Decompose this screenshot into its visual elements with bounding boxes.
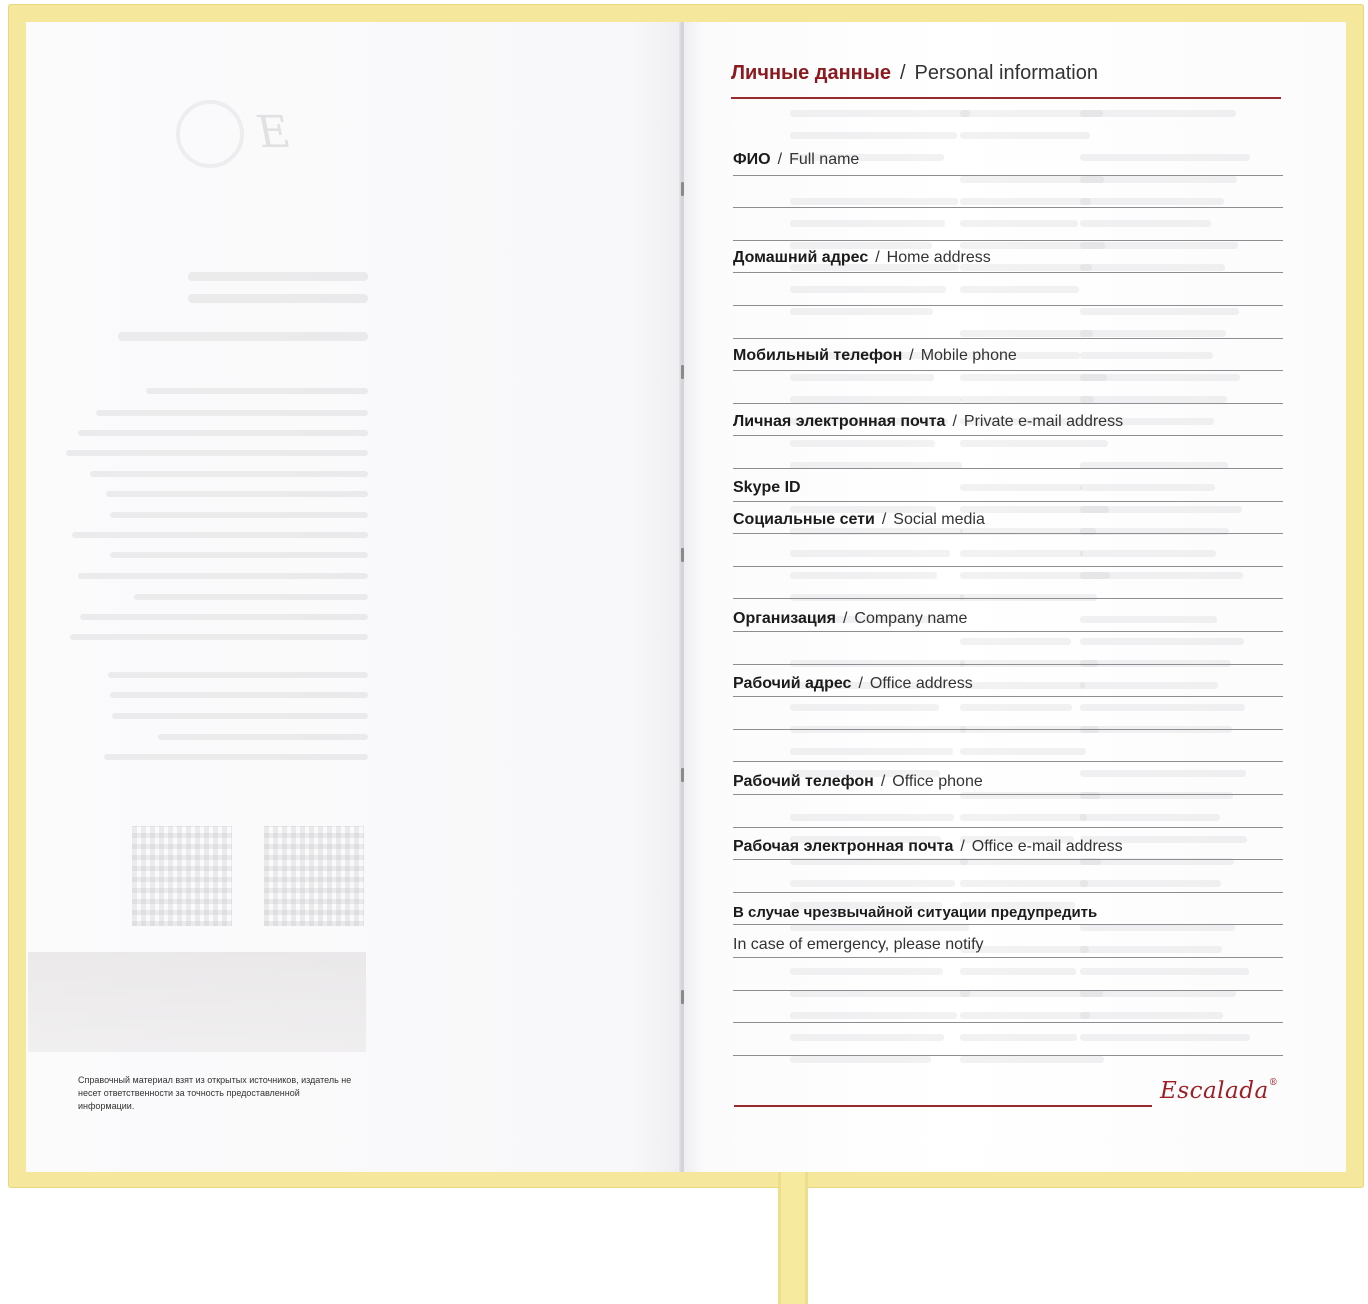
show-through-mark [1080, 330, 1226, 337]
field-emergency-contact: В случае чрезвычайной ситуации предупредить [733, 904, 1098, 921]
writing-line[interactable] [733, 664, 1283, 665]
show-through-mark [1080, 572, 1243, 579]
show-through-mark [1080, 154, 1250, 161]
show-through-mark [1080, 616, 1217, 623]
page-title-ru: Личные данные [731, 62, 891, 84]
show-through-mark [1080, 396, 1227, 403]
show-through-mark [960, 748, 1086, 755]
writing-line[interactable] [733, 305, 1283, 306]
show-through-line [108, 672, 368, 678]
show-through-mark [1080, 880, 1221, 887]
show-through-line [146, 388, 368, 394]
show-through-mark [790, 242, 932, 249]
show-through-mark [790, 880, 955, 887]
show-through-mark [960, 880, 1088, 887]
writing-line[interactable] [733, 957, 1283, 958]
show-through-line [158, 734, 368, 740]
show-through-mark [1080, 924, 1235, 931]
writing-line[interactable] [733, 240, 1283, 241]
bookmark-ribbon [778, 1168, 808, 1304]
show-through-mark [1080, 308, 1239, 315]
show-through-mark [960, 1056, 1104, 1063]
show-through-line [134, 594, 368, 600]
show-through-line [72, 532, 368, 538]
field-social-media: Социальные сети / Social media [733, 511, 985, 528]
show-through-line [90, 471, 368, 477]
show-through-mark [1080, 990, 1236, 997]
show-through-mark [790, 924, 969, 931]
show-through-mark [1080, 110, 1236, 117]
show-through-mark [960, 968, 1076, 975]
show-through-mark [1080, 484, 1215, 491]
field-skype-id: Skype ID [733, 479, 801, 496]
show-through-line [66, 450, 368, 456]
writing-line[interactable] [733, 990, 1283, 991]
show-through-line [110, 692, 368, 698]
show-through-mark [960, 330, 1093, 337]
writing-line[interactable] [733, 272, 1283, 273]
show-through-mark [790, 110, 970, 117]
field-mobile-phone: Мобильный телефон / Mobile phone [733, 347, 1017, 364]
writing-line[interactable] [733, 435, 1283, 436]
show-through-mark [1080, 1012, 1223, 1019]
field-emergency-contact-en: In case of emergency, please notify [733, 936, 984, 953]
show-through-mark [790, 374, 934, 381]
show-through-mark [1080, 242, 1238, 249]
show-through-line [110, 552, 368, 558]
show-through-mark [1080, 638, 1244, 645]
show-through-mark [960, 682, 1085, 689]
show-through-mark [790, 132, 957, 139]
writing-line[interactable] [733, 761, 1283, 762]
show-through-mark [960, 198, 1091, 205]
show-through-mark [960, 132, 1090, 139]
disclaimer-text: Справочный материал взят из открытых источников, издатель не несет ответственности за точность предоставленной информации. [78, 1075, 352, 1111]
show-through-mark [1080, 264, 1225, 271]
writing-line[interactable] [733, 892, 1283, 893]
show-through-image-band [28, 952, 366, 1052]
brand-logo: Escalada® [1160, 1078, 1279, 1104]
writing-line[interactable] [733, 794, 1283, 795]
writing-line[interactable] [733, 370, 1283, 371]
show-through-mark [790, 286, 946, 293]
field-full-name: ФИО / Full name [733, 151, 860, 168]
field-private-email: Личная электронная почта / Private e-mail address [733, 413, 1124, 430]
page-title-separator: / [899, 62, 906, 84]
field-home-address: Домашний адрес / Home address [733, 249, 991, 266]
title-underline [731, 97, 1281, 99]
show-through-mark [1080, 198, 1224, 205]
show-through-mark [1080, 352, 1213, 359]
show-through-mark [960, 396, 1094, 403]
show-through-line [70, 634, 368, 640]
show-through-line [78, 573, 368, 579]
page-title [731, 62, 1098, 85]
show-through-line [188, 294, 368, 303]
show-through-mark [1080, 220, 1211, 227]
show-through-mark [960, 1012, 1090, 1019]
show-through-line [78, 430, 368, 436]
writing-line[interactable] [733, 403, 1283, 404]
field-office-phone: Рабочий телефон / Office phone [733, 773, 983, 790]
show-through-mark [790, 1034, 944, 1041]
show-through-mark [960, 704, 1072, 711]
show-through-line [80, 614, 368, 620]
show-through-line [104, 754, 368, 760]
writing-line[interactable] [733, 1055, 1283, 1056]
show-through-line [110, 512, 368, 518]
show-through-mark [1080, 704, 1245, 711]
show-through-mark [1080, 770, 1246, 777]
show-through-mark [790, 1056, 931, 1063]
show-through-mark [790, 814, 954, 821]
show-through-mark [960, 638, 1071, 645]
show-through-mark [790, 198, 958, 205]
show-through-mark [790, 220, 945, 227]
show-through-mark [960, 1034, 1077, 1041]
show-through-logo: Ǝ [255, 107, 289, 158]
writing-line[interactable] [733, 924, 1283, 925]
writing-line[interactable] [733, 631, 1283, 632]
show-through-mark [1080, 176, 1237, 183]
footer-rule [734, 1105, 1152, 1107]
show-through-line [188, 272, 368, 281]
show-through-mark [790, 440, 935, 447]
show-through-mark [1080, 946, 1222, 953]
show-through-mark [1080, 682, 1218, 689]
show-through-mark [790, 748, 953, 755]
show-through-mark [960, 440, 1108, 447]
writing-line[interactable] [733, 533, 1283, 534]
writing-line[interactable] [733, 696, 1283, 697]
writing-line[interactable] [733, 827, 1283, 828]
field-office-address: Рабочий адрес / Office address [733, 675, 973, 692]
show-through-line [118, 332, 368, 341]
writing-line[interactable] [733, 175, 1283, 176]
show-through-mark [960, 220, 1078, 227]
field-company-name: Организация / Company name [733, 610, 968, 627]
writing-line[interactable] [733, 207, 1283, 208]
show-through-line [96, 410, 368, 416]
show-through-year: ⠀ [232, 184, 282, 259]
show-through-mark [1080, 506, 1242, 513]
writing-line[interactable] [733, 1022, 1283, 1023]
show-through-mark [790, 396, 961, 403]
show-through-mark [790, 308, 933, 315]
field-office-email: Рабочая электронная почта / Office e-mail address [733, 838, 1123, 855]
show-through-mark [960, 286, 1079, 293]
show-through-mark [960, 484, 1082, 491]
page-title-en: Personal information [914, 62, 1098, 84]
show-through-mark [1080, 550, 1216, 557]
writing-line[interactable] [733, 501, 1283, 502]
show-through-mark [790, 572, 937, 579]
show-through-mark [790, 1012, 957, 1019]
writing-line[interactable] [733, 338, 1283, 339]
show-through-qr-code [264, 826, 364, 926]
show-through-line [106, 491, 368, 497]
show-through-mark [790, 990, 970, 997]
show-through-mark [1080, 1034, 1250, 1041]
show-through-mark [790, 550, 950, 557]
show-through-mark [1080, 814, 1220, 821]
writing-line[interactable] [733, 468, 1283, 469]
show-through-mark [960, 814, 1087, 821]
writing-line[interactable] [733, 566, 1283, 567]
show-through-mark [790, 968, 943, 975]
show-through-mark [1080, 968, 1249, 975]
writing-line[interactable] [733, 729, 1283, 730]
show-through-mark [790, 704, 939, 711]
show-through-mark [1080, 374, 1240, 381]
show-through-line [112, 713, 368, 719]
show-through-mark [960, 550, 1083, 557]
show-through-qr-code [132, 826, 232, 926]
writing-line[interactable] [733, 598, 1283, 599]
writing-line[interactable] [733, 859, 1283, 860]
